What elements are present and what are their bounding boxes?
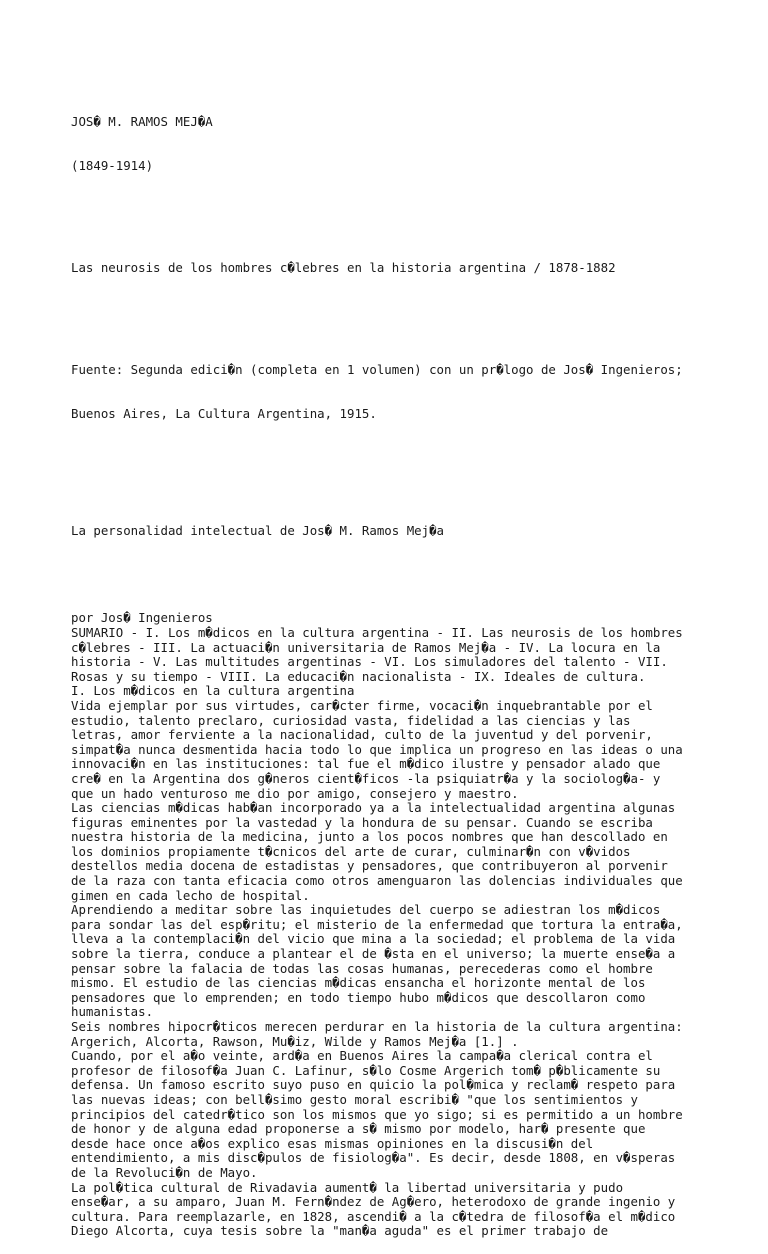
body-line: humanistas. [71,1004,154,1020]
body-line: de honor y de alguna edad proponerse a s� mismo por modelo, har� presente que [71,1121,646,1137]
document-title: Las neurosis de los hombres c�lebres en la historia argentina / 1878-1882 [71,260,616,276]
body-line: La pol�tica cultural de Rivadavia aument� la libertad universitaria y pudo [71,1179,624,1195]
body-line: profesor de filosof�a Juan C. Lafinur, s�lo Cosme Argerich tom� p�blicamente su [71,1062,661,1078]
body-line: Diego Alcorta, cuya tesis sobre la "man�a aguda" es el primer trabajo de [71,1223,609,1239]
spacer [71,451,751,495]
body-line: cultura. Para reemplazarle, en 1828, ascendi� a la c�tedra de filosof�a el m�dico [71,1208,676,1224]
body-line: los dominios propiamente t�cnicos del arte de curar, culminar�n con v�vidos [71,843,631,859]
section-title: La personalidad intelectual de Jos� M. Ramos Mej�a [71,522,444,538]
spacer [71,568,751,583]
body-line: principios del catedr�tico son los mismos que yo sigo; si es permitido a un hombre [71,1106,683,1122]
body-line: simpat�a nunca desmentida hacia todo lo que implica un progreso en las ideas o una [71,741,683,757]
body-line: figuras eminentes por la vastedad y la hondura de su pensar. Cuando se escriba [71,814,653,830]
source-line-2: Buenos Aires, La Cultura Argentina, 1915. [71,406,377,422]
body-line: pensadores que lo emprenden; en todo tiempo hubo m�dicos que descollaron como [71,989,646,1005]
body-line: para sondar las del esp�ritu; el misterio de la enfermedad que tortura la entra�a, [71,916,683,932]
body-line: ense�ar, a su amparo, Juan M. Fern�ndez de Ag�ero, heterodoxo de grande ingenio y [71,1194,676,1210]
body-line: c�lebres - III. La actuaci�n universitaria de Ramos Mej�a - IV. La locura en la [71,639,661,655]
body-line: innovaci�n en las instituciones: tal fue el m�dico ilustre y pensador alado que [71,756,661,772]
body-line: SUMARIO - I. Los m�dicos en la cultura argentina - II. Las neurosis de los hombres [71,624,683,640]
body-line: por Jos� Ingenieros [71,610,213,626]
spacer [71,305,751,334]
body-line: Argerich, Alcorta, Rawson, Mu�iz, Wilde y Ramos Mej�a [1.] . [71,1033,519,1049]
body-line: entendimiento, a mis disc�pulos de fisiolog�a". Es decir, desde 1808, en v�speras [71,1150,676,1166]
document-page [71,86,751,1254]
body-line: que un hado venturoso me dio por amigo, consejero y maestro. [71,785,519,801]
body-line: Vida ejemplar por sus virtudes, car�cter firme, vocaci�n inquebrantable por el [71,697,653,713]
body-line: Las ciencias m�dicas hab�an incorporado ya a la intelectualidad argentina algunas [71,800,676,816]
spacer [71,203,751,232]
body-line: las nuevas ideas; con bell�simo gesto moral escribi� "que los sentimientos y [71,1091,638,1107]
body-line: defensa. Un famoso escrito suyo puso en quicio la pol�mica y reclam� respeto para [71,1077,676,1093]
body-line: Aprendiendo a meditar sobre las inquietudes del cuerpo se adiestran los m�dicos [71,902,661,918]
body-line: Seis nombres hipocr�ticos merecen perdurar en la historia de la cultura argentina: [71,1019,683,1035]
body-line: estudio, talento preclaro, curiosidad vasta, fidelidad a las ciencias y las [71,712,631,728]
body-line: de la Revoluci�n de Mayo. [71,1164,258,1180]
body-line: cre� en la Argentina dos g�neros cient�ficos -la psiquiatr�a y la sociolog�a- y [71,770,661,786]
body-line: lleva a la contemplaci�n del vicio que mina a la sociedad; el problema de la vida [71,931,676,947]
body-line: nuestra historia de la medicina, junto a los pocos nombres que han descollado en [71,829,668,845]
body-line: destellos media docena de estadistas y pensadores, que contribuyeron al porvenir [71,858,668,874]
body-line: sobre la tierra, conduce a plantear el de �sta en el universo; la muerte ense�a a [71,946,676,962]
body-line: historia - V. Las multitudes argentinas - VI. Los simuladores del talento - VII. [71,654,668,670]
body-line: Cuando, por el a�o veinte, ard�a en Buenos Aires la campa�a clerical contra el [71,1048,653,1064]
body-line: desde hace once a�os explico esas mismas opiniones en la discusi�n del [71,1135,594,1151]
body-line: gimen en cada lecho de hospital. [71,887,310,903]
body-text [71,611,751,1239]
author-years: (1849-1914) [71,157,154,173]
body-line: I. Los m�dicos en la cultura argentina [71,683,355,699]
body-line: mismo. El estudio de las ciencias m�dicas ensancha el horizonte mental de los [71,975,646,991]
body-line: Rosas y su tiempo - VIII. La educaci�n nacionalista - IX. Ideales de cultura. [71,668,646,684]
source-line-1: Fuente: Segunda edici�n (completa en 1 volumen) con un pr�logo de Jos� Ingenieros; [71,362,683,378]
body-line: pensar sobre la falacia de todas las cosas humanas, perecederas como el hombre [71,960,653,976]
body-line: letras, amor ferviente a la nacionalidad, culto de la juventud y del porvenir, [71,727,653,743]
author-name: JOS� M. RAMOS MEJ�A [71,114,213,130]
body-line: de la raza con tanta eficacia como otros amenguaron las dolencias individuales que [71,873,683,889]
